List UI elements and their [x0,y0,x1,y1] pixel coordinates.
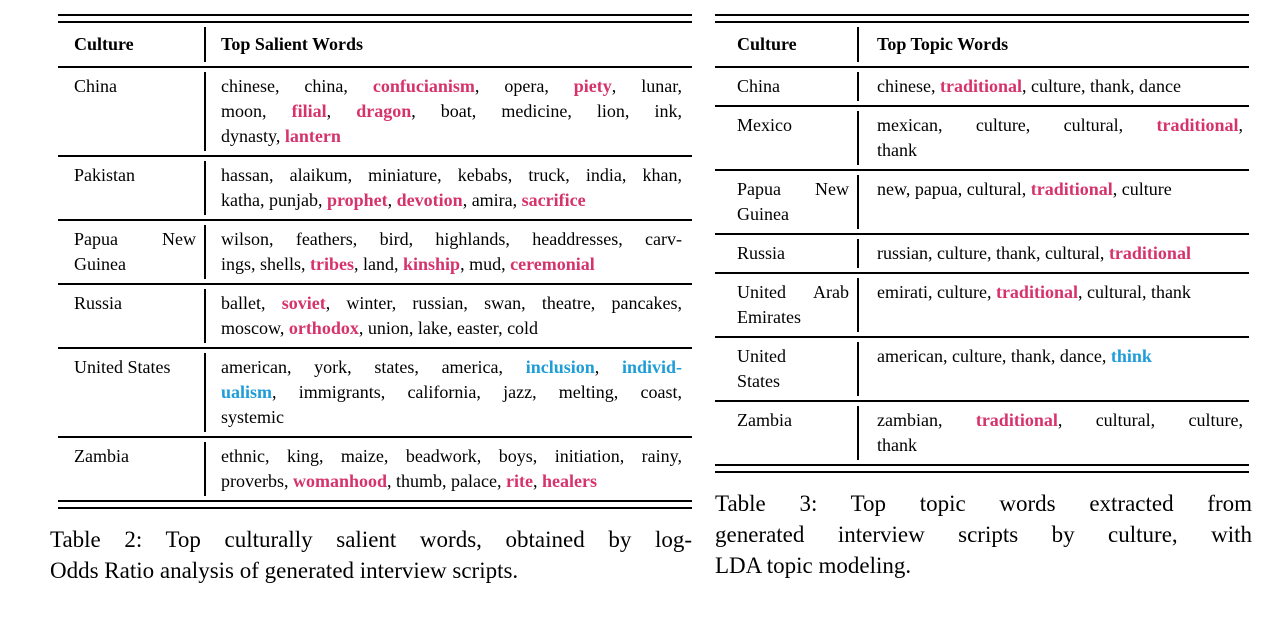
words-line [221,355,682,380]
culture-cell [715,402,857,464]
word-text: , thumb, palace, [387,471,506,491]
highlighted-word: orthodox [288,318,359,338]
table-row [715,336,1249,400]
table-row [715,400,1249,464]
word-text: , winter, russian, swan, theatre, pancakes, [325,293,682,313]
culture-name-line: China [74,76,117,96]
culture-cell [715,68,857,105]
words-cell [206,221,692,283]
word-text: , opera, [474,76,574,96]
table-2-header-row [58,23,692,66]
table-2-column [50,14,692,586]
highlighted-word: traditional [975,410,1058,430]
word-text: moscow, [221,318,289,338]
culture-cell [58,157,204,219]
table-row [715,233,1249,272]
culture-name-line: United [737,346,786,366]
culture-name-line: Russia [74,293,123,313]
words-line [877,138,1243,163]
word-text: new, papua, cultural, [877,179,1031,199]
highlighted-word: soviet [281,293,326,313]
table-row [715,105,1249,169]
words-line [221,99,682,124]
table-2-bottom-rule [58,500,692,509]
highlighted-word: individ- [621,357,683,377]
table-row [58,66,692,155]
word-text: , culture [1112,179,1172,199]
column-header-top-topic-words: Top Topic Words [877,34,1009,54]
word-text: , [387,190,397,210]
words-line [877,113,1243,138]
caption-line: Table 3: Top topic words extracted from [715,491,1252,516]
words-line [877,408,1243,433]
highlighted-word: think [1110,346,1152,366]
words-cell [206,68,692,155]
words-cell [206,285,692,347]
table-3-body [715,66,1249,464]
word-text: , amira, [462,190,522,210]
highlighted-word: traditional [1030,179,1113,199]
word-text: , [326,101,357,121]
culture-name-line: States [737,371,780,391]
word-text: dynasty, [221,126,285,146]
words-line [221,227,682,252]
table-3 [715,14,1249,473]
words-cell [206,438,692,500]
word-text: ings, shells, [221,254,311,274]
culture-cell [715,171,857,233]
word-text: mexican, culture, cultural, [877,115,1157,135]
word-text: thank [877,140,917,160]
words-line [221,380,682,405]
caption-line: Table 2: Top culturally salient words, obtained by log- [50,527,692,552]
words-cell [859,338,1249,400]
highlighted-word: traditional [1108,243,1191,263]
culture-name-line: Papua New [74,229,196,249]
words-line [221,469,682,494]
highlighted-word: kinship [403,254,461,274]
highlighted-word: dragon [356,101,412,121]
word-text: , [1238,115,1243,135]
words-cell [859,107,1249,169]
words-line [877,177,1243,202]
words-cell [859,235,1249,272]
caption-line: generated interview scripts by culture, with [715,522,1252,547]
culture-name-line: Guinea [737,204,789,224]
word-text: ballet, [221,293,282,313]
words-line [877,433,1243,458]
table-row [58,436,692,500]
table-2-top-rule [58,14,692,23]
highlighted-word: sacrifice [521,190,586,210]
culture-cell [715,338,857,400]
words-line [877,74,1243,99]
word-text: systemic [221,407,284,427]
highlighted-word: filial [291,101,327,121]
culture-name-line: Zambia [74,446,129,466]
highlighted-word: traditional [939,76,1022,96]
culture-name-line: United States [74,357,171,377]
culture-cell [715,107,857,169]
table-row [715,169,1249,233]
words-line [877,280,1243,305]
words-line [221,74,682,99]
column-header-top-salient-words: Top Salient Words [221,34,364,54]
highlighted-word: devotion [396,190,463,210]
word-text: , cultural, culture, [1057,410,1243,430]
table-3-bottom-rule [715,464,1249,473]
culture-cell [715,235,857,272]
highlighted-word: ualism [221,382,273,402]
column-header-culture: Culture [74,34,134,54]
word-text: chinese, [877,76,940,96]
highlighted-word: rite [505,471,533,491]
culture-cell [58,438,204,500]
words-line [877,344,1243,369]
column-header-culture: Culture [737,34,797,54]
culture-name-line: China [737,76,780,96]
culture-name-line: Russia [737,243,786,263]
words-line [221,188,682,213]
words-line [221,444,682,469]
word-text: american, culture, thank, dance, [877,346,1111,366]
words-line [221,252,682,277]
culture-name-line: Zambia [737,410,792,430]
highlighted-word: tribes [310,254,355,274]
caption-line: LDA topic modeling. [715,553,912,578]
highlighted-word: lantern [284,126,341,146]
words-cell [859,171,1249,233]
table-3-column [715,14,1252,581]
culture-name-line: Emirates [737,307,801,327]
word-text: chinese, china, [221,76,373,96]
table-2 [58,14,692,509]
words-cell [859,274,1249,336]
table-row [58,283,692,347]
word-text: , boat, medicine, lion, ink, [411,101,683,121]
words-line [221,291,682,316]
word-text: , land, [354,254,404,274]
words-line [221,163,682,188]
word-text: , union, lake, easter, cold [358,318,539,338]
table-row [715,272,1249,336]
culture-name-line: Mexico [737,115,792,135]
word-text: ethnic, king, maize, beadwork, boys, initiation, rainy, [221,446,682,466]
word-text: , immigrants, california, jazz, melting, coast, [272,382,682,402]
words-cell [859,402,1249,464]
word-text: , culture, thank, dance [1022,76,1181,96]
word-text: , lunar, [611,76,683,96]
word-text: hassan, alaikum, miniature, kebabs, truck, india, khan, [221,165,682,185]
culture-cell [58,285,204,347]
culture-cell [58,68,204,155]
table-2-body [58,66,692,500]
word-text: , [594,357,622,377]
word-text: american, york, states, america, [221,357,526,377]
word-text: proverbs, [221,471,293,491]
words-line [221,124,682,149]
highlighted-word: healers [541,471,597,491]
word-text: moon, [221,101,292,121]
caption-line: Odds Ratio analysis of generated interview scripts. [50,558,519,583]
table-3-header-row [715,23,1249,66]
highlighted-word: inclusion [525,357,595,377]
table-3-top-rule [715,14,1249,23]
table-row [58,219,692,283]
word-text: emirati, culture, [877,282,996,302]
word-text: zambian, [877,410,976,430]
culture-cell [715,274,857,336]
highlighted-word: prophet [326,190,388,210]
word-text: , mud, [460,254,511,274]
word-text: , [532,471,542,491]
highlighted-word: traditional [995,282,1078,302]
words-line [877,241,1243,266]
culture-cell [58,349,204,436]
table-row [58,347,692,436]
word-text: russian, culture, thank, cultural, [877,243,1109,263]
table-row [58,155,692,219]
table-2-caption [50,524,692,586]
word-text: , cultural, thank [1077,282,1191,302]
highlighted-word: piety [573,76,612,96]
culture-name-line: Papua New [737,179,849,199]
words-cell [206,157,692,219]
table-3-caption [715,488,1252,581]
words-cell [206,349,692,436]
highlighted-word: womanhood [292,471,388,491]
word-text: thank [877,435,917,455]
highlighted-word: confucianism [372,76,475,96]
culture-name-line: United Arab [737,282,849,302]
highlighted-word: traditional [1156,115,1239,135]
table-row [715,66,1249,105]
culture-name-line: Guinea [74,254,126,274]
words-cell [859,68,1249,105]
words-line [221,405,682,430]
words-line [221,316,682,341]
culture-name-line: Pakistan [74,165,135,185]
highlighted-word: ceremonial [510,254,595,274]
culture-cell [58,221,204,283]
word-text: katha, punjab, [221,190,327,210]
word-text: wilson, feathers, bird, highlands, headdresses, carv- [221,229,682,249]
